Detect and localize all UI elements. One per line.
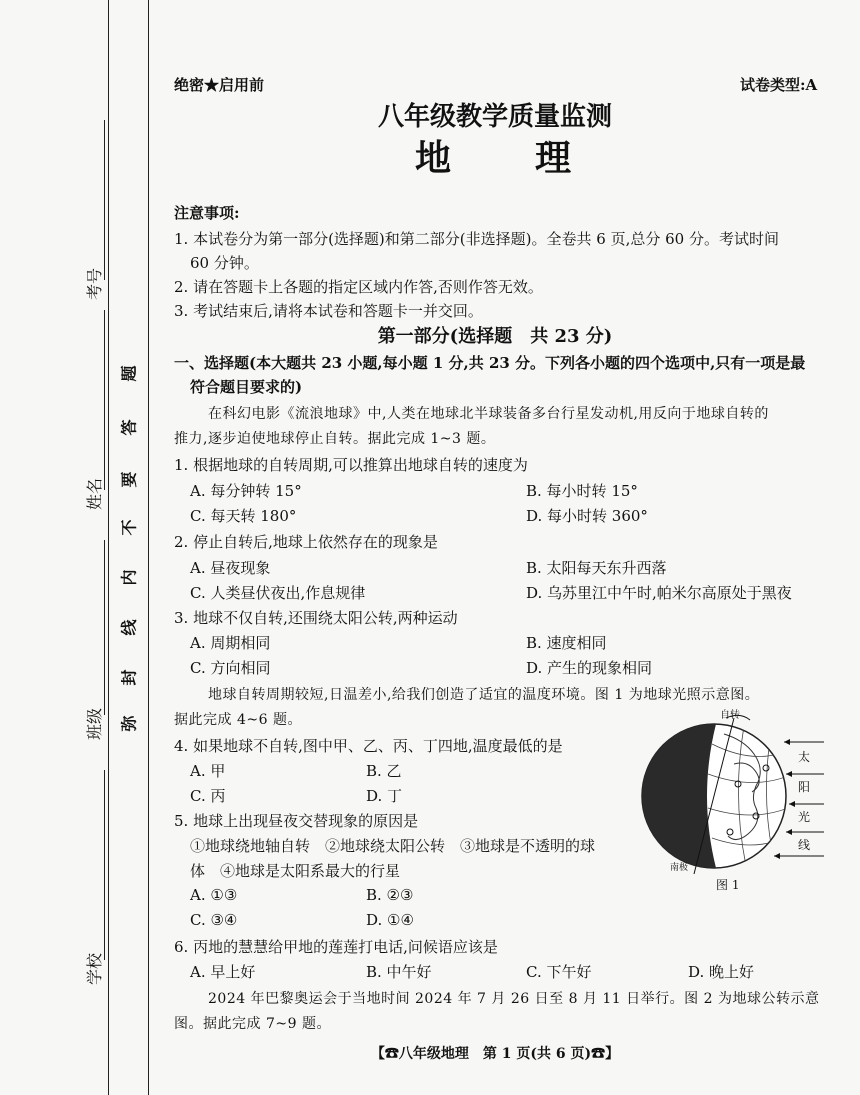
rotation-label: 自转 — [720, 710, 740, 721]
q5-option-a: A. ①③ — [190, 886, 238, 904]
seal-char: 线 — [119, 619, 139, 636]
q3-option-b: B. 速度相同 — [526, 634, 607, 652]
note-3: 3. 考试结束后,请将本试卷和答题卡一并交回。 — [174, 302, 483, 320]
q6-stem: 6. 丙地的慧慧给甲地的莲莲打电话,问候语应该是 — [174, 938, 498, 956]
q1-option-b: B. 每小时转 15° — [526, 482, 638, 500]
q5-option-c: C. ③④ — [190, 911, 238, 929]
q6-option-d: D. 晚上好 — [688, 963, 755, 981]
q2-option-a: A. 昼夜现象 — [190, 559, 271, 577]
confidential-mark: 绝密★启用前 — [174, 76, 265, 94]
class-label: 班级 — [85, 707, 104, 740]
section-heading-cont: 符合题目要求的) — [190, 378, 303, 396]
q5-statements-cont: 体 ④地球是太阳系最大的行星 — [190, 862, 401, 880]
q6-option-b: B. 中午好 — [366, 963, 432, 981]
q4-option-c: C. 丙 — [190, 787, 226, 805]
seal-char: 内 — [119, 569, 139, 586]
seal-char: 弥 — [119, 715, 139, 732]
passage-2-cont: 据此完成 4~6 题。 — [174, 712, 302, 728]
q5-stem: 5. 地球上出现昼夜交替现象的原因是 — [174, 812, 419, 830]
q2-option-c: C. 人类昼伏夜出,作息规律 — [190, 584, 366, 602]
q2-option-b: B. 太阳每天东升西落 — [526, 559, 667, 577]
q4-stem: 4. 如果地球不自转,图中甲、乙、丙、丁四地,温度最低的是 — [174, 737, 563, 755]
school-label: 学校 — [85, 952, 104, 985]
sunlight-char: 光 — [798, 810, 811, 824]
passage-1-cont: 推力,逐步迫使地球停止自转。据此完成 1~3 题。 — [174, 431, 496, 447]
page-footer: 【☎八年级地理 第 1 页(共 6 页)☎】 — [370, 1046, 620, 1062]
exam-no-label: 考号 — [85, 267, 104, 300]
paper-type: 试卷类型:A — [740, 76, 818, 94]
q5-option-b: B. ②③ — [366, 886, 414, 904]
notes-heading: 注意事项: — [174, 204, 240, 222]
q1-option-a: A. 每分钟转 15° — [190, 482, 302, 500]
name-label: 姓名 — [85, 477, 104, 510]
note-1-cont: 60 分钟。 — [190, 254, 259, 272]
passage-3-cont: 图。据此完成 7~9 题。 — [174, 1016, 331, 1032]
page-title: 八年级教学质量监测 — [377, 102, 612, 132]
q6-option-c: C. 下午好 — [526, 963, 592, 981]
note-1: 1. 本试卷分为第一部分(选择题)和第二部分(非选择题)。全卷共 6 页,总分 60 分。考试时间 — [174, 230, 779, 248]
school-field[interactable] — [104, 770, 105, 960]
q3-stem: 3. 地球不仅自转,还围绕太阳公转,两种运动 — [174, 609, 458, 627]
q4-option-b: B. 乙 — [366, 762, 402, 780]
subject-title: 地 理 — [414, 137, 575, 179]
seal-char: 不 — [119, 519, 139, 536]
q2-stem: 2. 停止自转后,地球上依然存在的现象是 — [174, 533, 438, 551]
section-heading: 一、选择题(本大题共 23 小题,每小题 1 分,共 23 分。下列各小题的四个选项中,只有一项是最 — [174, 354, 806, 372]
passage-1: 在科幻电影《流浪地球》中,人类在地球北半球装备多台行星发动机,用反向于地球自转的 — [208, 406, 769, 422]
part1-title: 第一部分(选择题 共 23 分) — [377, 326, 613, 347]
sunlight-char: 太 — [798, 750, 811, 764]
note-2: 2. 请在答题卡上各题的指定区域内作答,否则作答无效。 — [174, 278, 543, 296]
q4-option-d: D. 丁 — [366, 787, 403, 805]
seal-char: 答 — [119, 419, 139, 436]
passage-2: 地球自转周期较短,日温差小,给我们创造了适宜的温度环境。图 1 为地球光照示意图。 — [208, 687, 760, 703]
seal-char: 题 — [119, 365, 139, 382]
earth-diagram — [634, 704, 834, 894]
earth-illumination-figure — [634, 704, 834, 894]
q1-stem: 1. 根据地球的自转周期,可以推算出地球自转的速度为 — [174, 456, 528, 474]
q6-option-a: A. 早上好 — [190, 963, 256, 981]
class-field[interactable] — [104, 540, 105, 715]
seal-char: 要 — [119, 471, 139, 488]
figure-caption: 图 1 — [716, 878, 740, 892]
south-pole-label: 南极 — [670, 863, 689, 873]
q5-option-d: D. ①④ — [366, 911, 414, 929]
passage-3: 2024 年巴黎奥运会于当地时间 2024 年 7 月 26 日至 8 月 11 日举行。图 2 为地球公转示意 — [208, 991, 820, 1007]
q3-option-a: A. 周期相同 — [190, 634, 271, 652]
q4-option-a: A. 甲 — [190, 762, 226, 780]
q1-option-c: C. 每天转 180° — [190, 507, 297, 525]
q1-option-d: D. 每小时转 360° — [526, 507, 648, 525]
seal-char: 封 — [119, 669, 139, 686]
q5-statements: ①地球绕地轴自转 ②地球绕太阳公转 ③地球是不透明的球 — [190, 837, 596, 855]
q3-option-d: D. 产生的现象相同 — [526, 659, 653, 677]
sunlight-char: 线 — [798, 838, 811, 852]
q3-option-c: C. 方向相同 — [190, 659, 271, 677]
q2-option-d: D. 乌苏里江中午时,帕米尔高原处于黑夜 — [526, 584, 792, 602]
sunlight-char: 阳 — [798, 780, 811, 794]
